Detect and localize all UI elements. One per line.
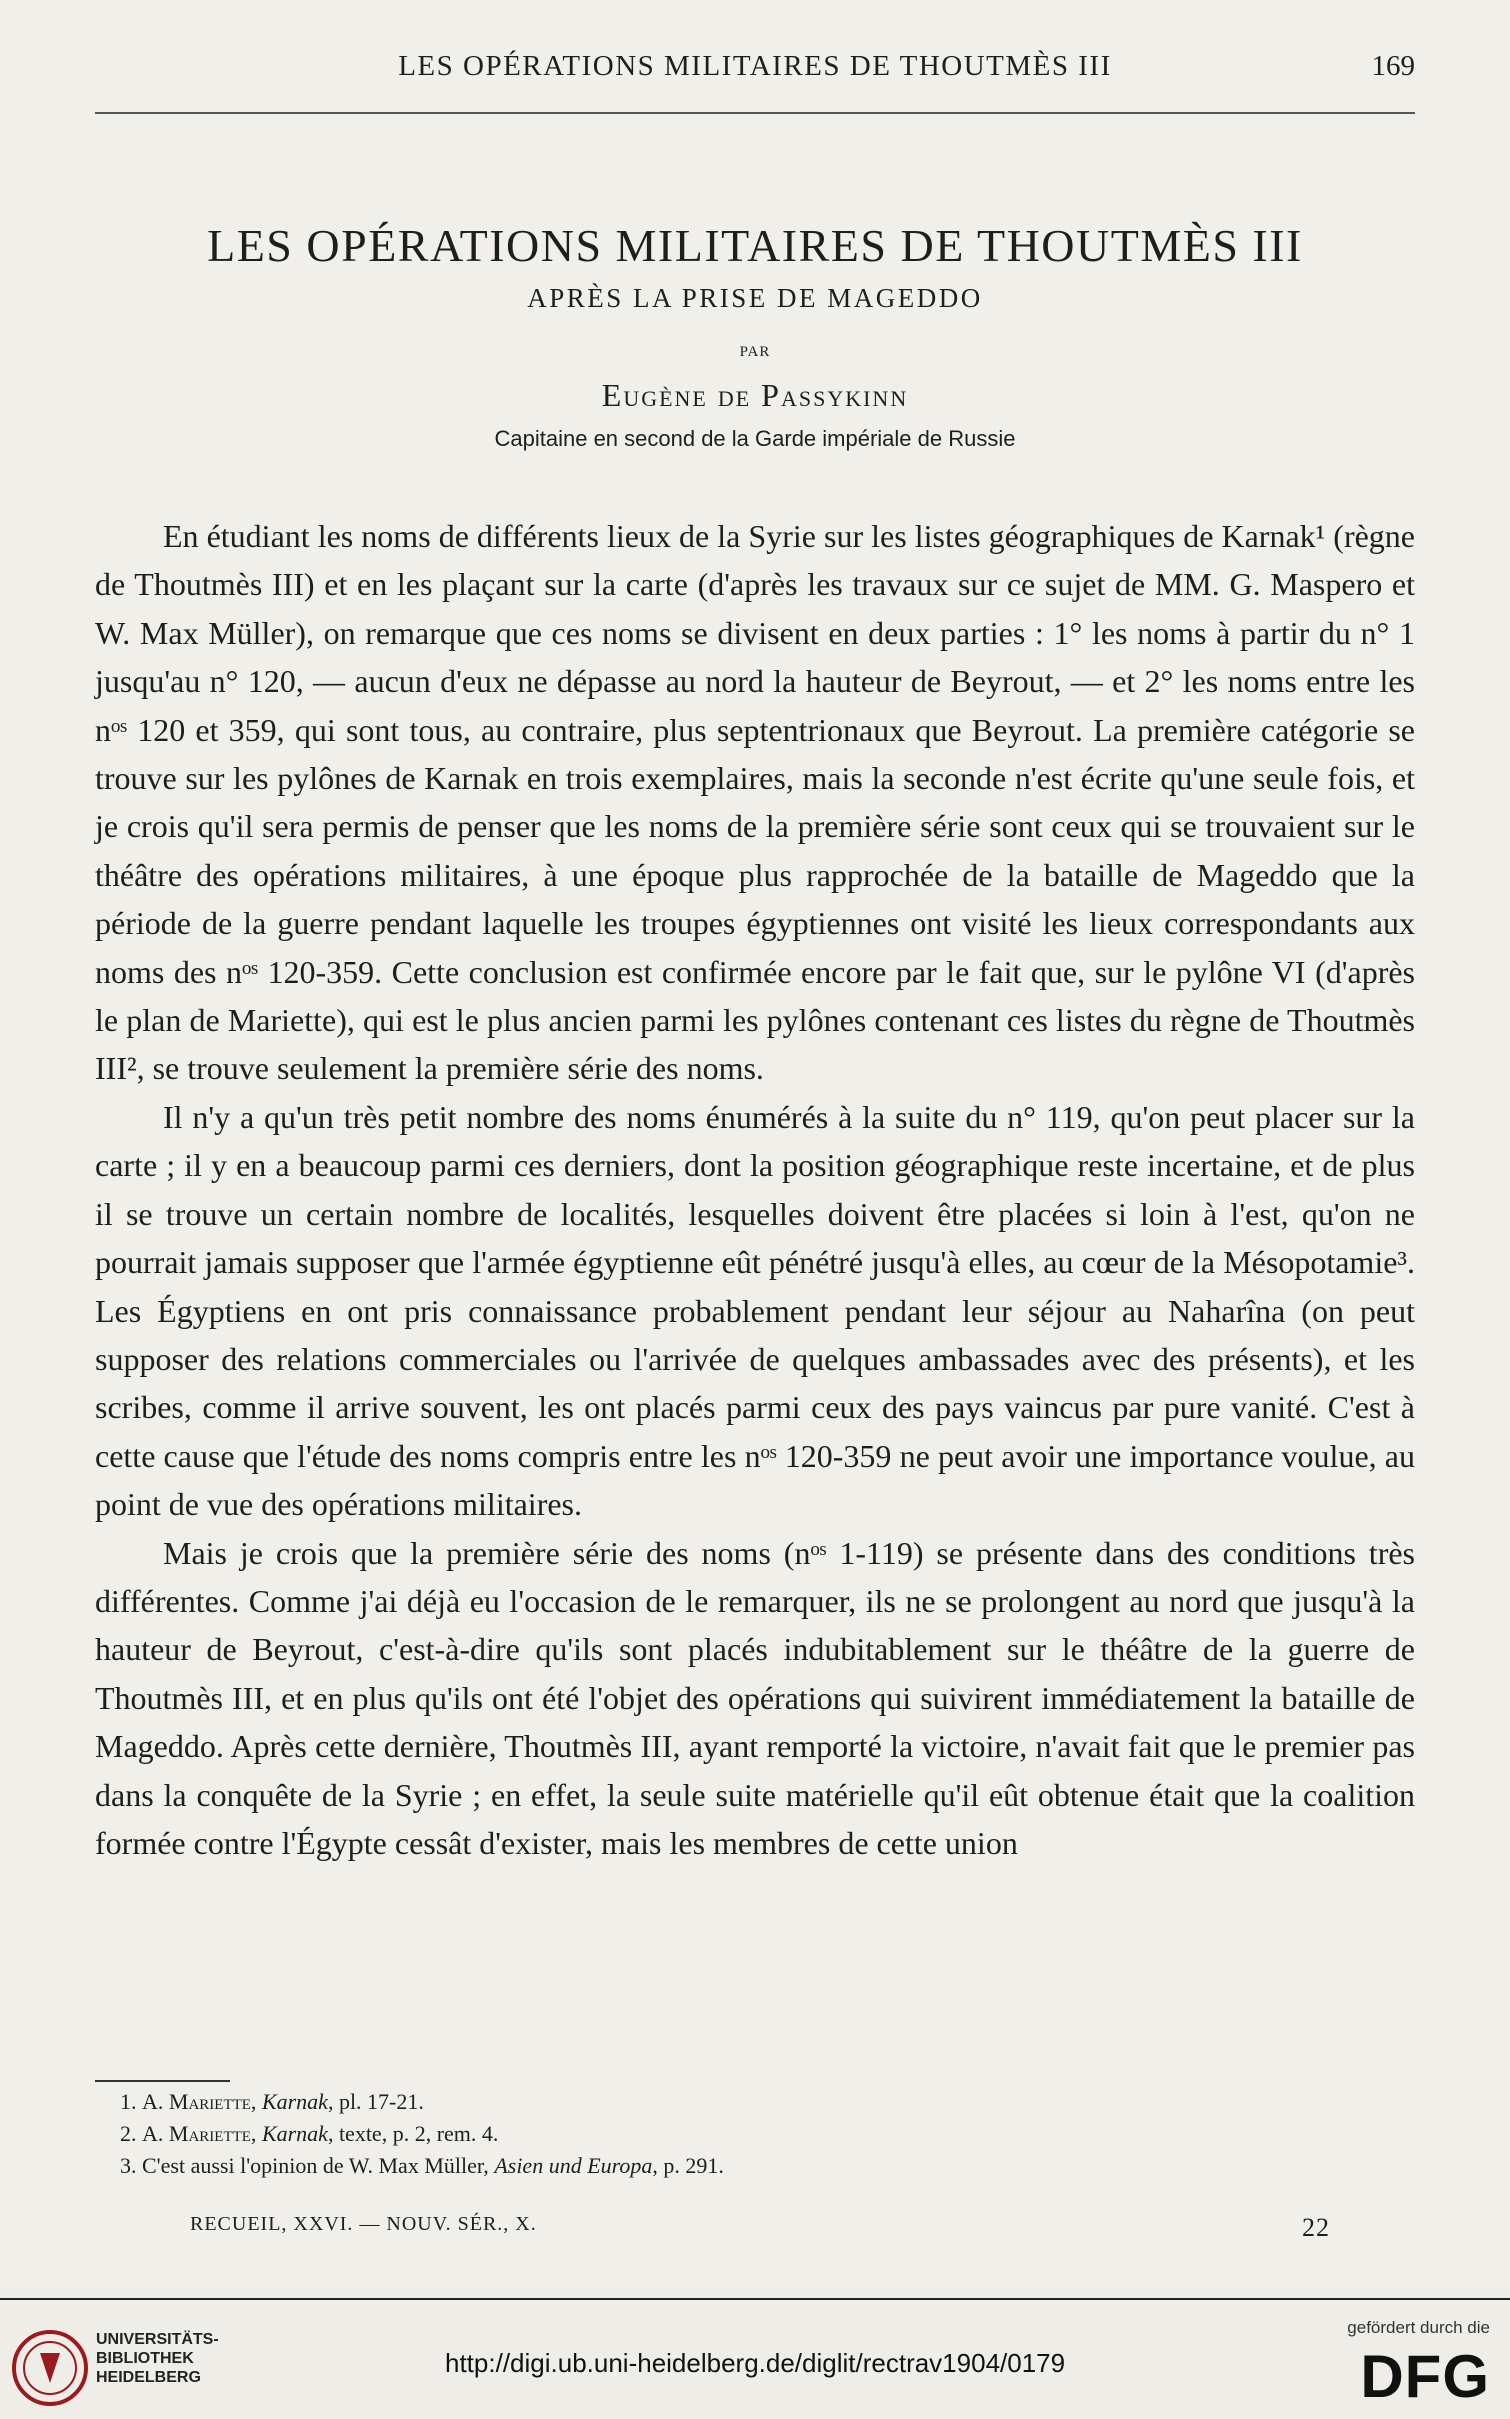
article-title: LES OPÉRATIONS MILITAIRES DE THOUTMÈS III	[207, 220, 1303, 271]
university-name: UNIVERSITÄTS- BIBLIOTHEK HEIDELBERG	[96, 2331, 219, 2386]
byline-par: PAR	[739, 344, 771, 361]
header-rule	[95, 112, 1415, 114]
paragraph: En étudiant les noms de différents lieux de la Syrie sur les listes géographiques de Karnak¹ (règne de Thoutmès III) et en les plaçant sur la carte (d'après les travaux sur ce sujet de MM. G. Maspero et W. Max Müller), on remarque que ces noms se divisent en deux parties : 1° les noms à partir du n° 1 jusqu'au n° 120, — aucun d'eux ne dépasse au nord la hauteur de Beyrout, — et 2° les noms entre les nᵒˢ 120 et 359, qui sont tous, au contraire, plus septentrionaux que Beyrout. La première catégorie se trouve sur les pylônes de Karnak en trois exemplaires, mais la seconde n'est écrite qu'une seule fois, et je crois qu'il sera permis de penser que les noms de la première série sont ceux qui se trouvaient sur le théâtre des opérations militaires, à une époque plus rapprochée de la bataille de Mageddo que la période de la guerre pendant laquelle les troupes égyptiennes ont visité les lieux correspondants aux noms des nᵒˢ 120-359. Cette conclusion est confirmée encore par le fait que, sur le pylône VI (d'après le plan de Mariette), qui est le plus ancien parmi les pylônes contenant ces listes du règne de Thoutmès III², se trouve seulement la première série des noms.	[95, 518, 1415, 1087]
footnotes	[120, 2086, 1320, 2182]
permalink-url[interactable]: http://digi.ub.uni-heidelberg.de/diglit/rectrav1904/0179	[445, 2348, 1066, 2378]
article-body	[95, 512, 1415, 1867]
footnote-rule	[95, 2080, 230, 2082]
footnote-2: 2. A. Mariette, Karnak, texte, p. 2, rem. 4.	[120, 2121, 499, 2146]
running-head	[95, 50, 1415, 90]
article-subtitle: APRÈS LA PRISE DE MAGEDDO	[527, 283, 983, 314]
paragraph: Il n'y a qu'un très petit nombre des noms énumérés à la suite du n° 119, qu'on peut placer sur la carte ; il y en a beaucoup parmi ces derniers, dont la position géographique reste incertaine, et de plus il se trouve un certain nombre de localités, lesquelles doivent être placées si loin à l'est, qu'on ne pourrait jamais supposer que l'armée égyptienne eût pénétré jusqu'à elles, au cœur de la Mésopotamie³. Les Égyptiens en ont pris connaissance probablement pendant leur séjour au Naharîna (on peut supposer des relations commerciales ou l'arrivée de quelques ambassades avec des présents), et les scribes, comme il arrive souvent, les ont placés parmi ceux des pays vaincus par pure vanité. C'est à cette cause que l'étude des noms compris entre les nᵒˢ 120-359 ne peut avoir une importance voulue, au point de vue des opérations militaires.	[95, 1098, 1415, 1523]
library-footer	[0, 2298, 1510, 2419]
page-number: 169	[1371, 50, 1415, 82]
journal-signature: RECUEIL, XXVI. — NOUV. SÉR., X.	[190, 2213, 537, 2235]
footnote-3: 3. C'est aussi l'opinion de W. Max Müller, Asien und Europa, p. 291.	[120, 2153, 724, 2178]
university-seal-icon	[10, 2328, 90, 2408]
footnote-1: 1. A. Mariette, Karnak, pl. 17-21.	[120, 2089, 424, 2114]
author-name: Eugène de Passykinn	[601, 377, 909, 414]
title-block	[95, 218, 1415, 452]
running-title: LES OPÉRATIONS MILITAIRES DE THOUTMÈS III	[398, 50, 1112, 82]
paragraph: Mais je crois que la première série des noms (nᵒˢ 1-119) se présente dans des conditions très différentes. Comme j'ai déjà eu l'occasion de le remarquer, ils ne se prolongent au nord que jusqu'à la hauteur de Beyrout, c'est-à-dire qu'ils sont placés indubitablement sur le théâtre de la guerre de Thoutmès III, et en plus qu'ils ont été l'objet des opérations qui suivirent immédiatement la bataille de Mageddo. Après cette dernière, Thoutmès III, ayant remporté la victoire, n'avait fait que le premier pas dans la conquête de la Syrie ; en effet, la seule suite matérielle qu'il eût obtenue était que la coalition formée contre l'Égypte cessât d'exister, mais les membres de cette union	[95, 1534, 1415, 1861]
signature-line	[190, 2213, 1330, 2249]
dfg-logo: DFG	[1360, 2343, 1490, 2410]
author-affiliation: Capitaine en second de la Garde impériale de Russie	[494, 426, 1016, 452]
funding-text: gefördert durch die	[1347, 2318, 1490, 2337]
signature-mark: 22	[1302, 2213, 1330, 2242]
